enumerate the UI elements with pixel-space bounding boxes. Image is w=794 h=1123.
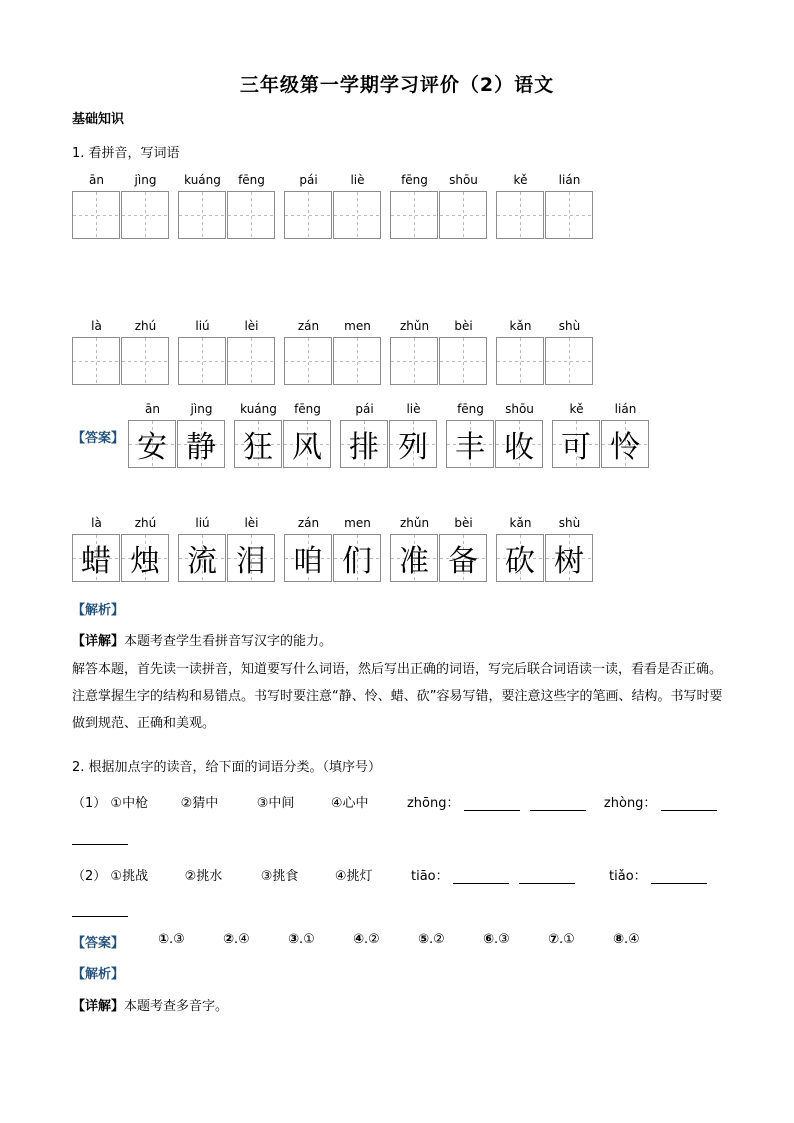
pinyin-syllable: kuáng <box>184 173 221 187</box>
answer-character-cell <box>340 420 388 468</box>
writing-grid-cell[interactable] <box>545 191 593 239</box>
pinyin-syllable: fēng <box>294 402 321 416</box>
q2-detail-tag: 【详解】 <box>72 999 125 1014</box>
q1-detail-line <box>72 630 332 649</box>
pinyin-label <box>128 402 226 418</box>
q2-answer-item <box>483 932 510 947</box>
pinyin-syllable: liú <box>195 516 210 530</box>
q2-sub1-line <box>72 792 732 811</box>
q2-sub2-label-a: tiāo： <box>410 869 449 884</box>
q2-answer-value: .② <box>429 932 445 947</box>
answer-character-cell <box>333 534 381 582</box>
pinyin-label <box>496 516 594 532</box>
pinyin-syllable: shōu <box>505 402 534 416</box>
writing-grid-cell[interactable] <box>439 191 487 239</box>
answer-character: 静 <box>186 430 216 465</box>
section-heading: 基础知识 <box>72 112 125 127</box>
q2-answer-value: .③ <box>494 932 510 947</box>
writing-grid-cell[interactable] <box>178 191 226 239</box>
q2-sub1-item: ②猜中 <box>180 796 219 811</box>
q2-answer-value: .② <box>364 932 380 947</box>
pinyin-label <box>390 319 488 335</box>
answer-character-cell <box>389 420 437 468</box>
pinyin-label <box>284 319 382 335</box>
q2-sub2-line <box>72 865 732 884</box>
writing-grid-cell[interactable] <box>496 337 544 385</box>
pinyin-label <box>178 516 276 532</box>
q2-sub1-label-a: zhōng： <box>406 796 460 811</box>
q2-answer-value: .④ <box>624 932 640 947</box>
answer-character: 安 <box>137 430 167 465</box>
writing-grid-cell[interactable] <box>390 191 438 239</box>
answer-character: 风 <box>292 430 322 465</box>
page-title: 三年级第一学期学习评价（2）语文 <box>239 74 555 96</box>
q2-answer-tag: 【答案】 <box>72 936 125 951</box>
pinyin-label <box>178 173 276 189</box>
pinyin-syllable: ān <box>145 402 160 416</box>
q2-answer-item <box>353 932 380 947</box>
pinyin-label <box>446 402 544 418</box>
q2-sub2-wrap-line <box>72 902 128 917</box>
pinyin-syllable: lèi <box>244 319 259 333</box>
q2-answer-item <box>288 932 315 947</box>
pinyin-syllable: là <box>91 319 102 333</box>
pinyin-syllable: men <box>344 319 371 333</box>
pinyin-label <box>496 319 594 335</box>
answer-character-cell <box>284 534 332 582</box>
writing-grid-cell[interactable] <box>333 191 381 239</box>
q2-sub2-blank-4[interactable] <box>72 902 128 917</box>
answer-character: 蜡 <box>81 544 111 579</box>
answer-character: 泪 <box>236 544 266 579</box>
pinyin-syllable: liè <box>350 173 365 187</box>
q2-answer-number: ⑥ <box>483 932 495 947</box>
writing-grid-cell[interactable] <box>390 337 438 385</box>
answer-character-cell <box>545 534 593 582</box>
q1-detail-text: 本题考查学生看拼音写汉字的能力。 <box>124 634 333 649</box>
q2-answer-item <box>418 932 445 947</box>
q1-analysis-tag: 【解析】 <box>72 603 125 618</box>
pinyin-syllable: fēng <box>401 173 428 187</box>
q2-analysis-tag: 【解析】 <box>72 967 125 982</box>
q2-sub1-number: （1） <box>72 796 107 811</box>
answer-character: 砍 <box>505 544 535 579</box>
answer-character: 准 <box>399 544 429 579</box>
q2-sub2-item: ④挑灯 <box>334 869 373 884</box>
answer-character-cell <box>178 534 226 582</box>
pinyin-syllable: kǎn <box>509 516 532 530</box>
answer-character-cell <box>496 534 544 582</box>
q2-answer-number: ① <box>158 932 170 947</box>
answer-character: 烛 <box>130 544 160 579</box>
pinyin-label <box>284 516 382 532</box>
q2-sub2-number: （2） <box>72 869 107 884</box>
answer-character-cell <box>390 534 438 582</box>
pinyin-syllable: pái <box>299 173 318 187</box>
pinyin-label <box>284 173 382 189</box>
pinyin-syllable: zán <box>297 516 320 530</box>
q2-detail-line <box>72 995 228 1014</box>
pinyin-syllable: shù <box>558 516 581 530</box>
pinyin-syllable: zhú <box>134 516 157 530</box>
q2-answer-number: ⑤ <box>418 932 430 947</box>
q2-sub1-wrap-line <box>72 830 128 845</box>
pinyin-syllable: bèi <box>454 319 473 333</box>
answer-character-cell <box>227 534 275 582</box>
pinyin-label <box>390 516 488 532</box>
writing-grid-cell[interactable] <box>545 337 593 385</box>
writing-grid-cell[interactable] <box>178 337 226 385</box>
answer-character: 备 <box>448 544 478 579</box>
writing-grid-cell[interactable] <box>227 337 275 385</box>
pinyin-label <box>496 173 594 189</box>
answer-character: 丰 <box>455 430 485 465</box>
answer-character-cell <box>495 420 543 468</box>
writing-grid-cell[interactable] <box>284 191 332 239</box>
q2-sub2-blank-2[interactable] <box>519 869 575 884</box>
answer-character: 咱 <box>293 544 323 579</box>
writing-grid-cell[interactable] <box>439 337 487 385</box>
pinyin-syllable: jìng <box>190 402 213 416</box>
pinyin-syllable: bèi <box>454 516 473 530</box>
answer-character: 可 <box>561 430 591 465</box>
pinyin-syllable: liè <box>406 402 421 416</box>
pinyin-syllable: lián <box>558 173 581 187</box>
q2-sub2-item: ①挑战 <box>110 869 149 884</box>
q2-answer-value: .① <box>559 932 575 947</box>
pinyin-label <box>340 402 438 418</box>
pinyin-label <box>390 173 488 189</box>
q1-explanation-paragraph: 解答本题，首先读一读拼音，知道要写什么词语，然后写出正确的词语，写完后联合词语读一读，看看是否正确。注意掌握生字的结构和易错点。书写时要注意“静、怜、蜡、砍”容易写错，要注意这些字的笔画、结构。书写时要做到规范、正确和美观。 <box>72 662 723 731</box>
pinyin-syllable: kǎn <box>509 319 532 333</box>
answer-character-cell <box>552 420 600 468</box>
writing-grid-cell[interactable] <box>121 191 169 239</box>
q2-sub2-label-b: tiǎo： <box>609 869 647 884</box>
pinyin-syllable: kě <box>569 402 584 416</box>
q2-sub1-item: ①中枪 <box>110 796 149 811</box>
writing-grid-cell[interactable] <box>333 337 381 385</box>
answer-character: 列 <box>398 430 428 465</box>
writing-grid-cell[interactable] <box>496 191 544 239</box>
q2-answer-number: ⑧ <box>613 932 625 947</box>
q2-answer-number: ④ <box>353 932 365 947</box>
q1-detail-tag: 【详解】 <box>72 634 125 649</box>
q2-answer-number: ③ <box>288 932 300 947</box>
writing-grid-cell[interactable] <box>284 337 332 385</box>
answer-character-cell <box>446 420 494 468</box>
pinyin-syllable: shōu <box>449 173 478 187</box>
q2-sub1-label-b: zhòng： <box>603 796 657 811</box>
answer-character-cell <box>283 420 331 468</box>
q2-sub1-blank-1[interactable] <box>464 796 520 811</box>
pinyin-label <box>72 319 170 335</box>
answer-character-cell <box>72 534 120 582</box>
q2-sub1-blank-3[interactable] <box>661 796 717 811</box>
answer-character: 怜 <box>610 430 640 465</box>
writing-grid-cell[interactable] <box>72 337 120 385</box>
q2-answer-value: .④ <box>234 932 250 947</box>
answer-character-cell <box>121 534 169 582</box>
pinyin-label <box>234 402 332 418</box>
pinyin-syllable: zhú <box>134 319 157 333</box>
answer-character: 狂 <box>243 430 273 465</box>
pinyin-syllable: fēng <box>457 402 484 416</box>
writing-grid-cell[interactable] <box>227 191 275 239</box>
pinyin-syllable: liú <box>195 319 210 333</box>
pinyin-syllable: là <box>91 516 102 530</box>
answer-character: 收 <box>504 430 534 465</box>
q2-sub1-item: ④心中 <box>330 796 369 811</box>
pinyin-syllable: kuáng <box>240 402 277 416</box>
q2-answer-number: ⑦ <box>548 932 560 947</box>
q1-prompt: 1. 看拼音，写词语 <box>72 146 180 161</box>
answer-character: 流 <box>187 544 217 579</box>
q2-sub2-blank-3[interactable] <box>651 869 707 884</box>
q2-answer-list <box>158 932 738 950</box>
pinyin-syllable: shù <box>558 319 581 333</box>
pinyin-syllable: zhǔn <box>399 319 430 333</box>
q2-sub1-item: ③中间 <box>256 796 295 811</box>
pinyin-label <box>552 402 650 418</box>
q2-sub1-blank-4[interactable] <box>72 830 128 845</box>
q2-answer-line <box>72 932 732 950</box>
answer-character-cell <box>128 420 176 468</box>
q2-answer-value: .① <box>299 932 315 947</box>
pinyin-syllable: ān <box>89 173 104 187</box>
answer-character-cell <box>601 420 649 468</box>
q2-answer-item <box>158 932 185 947</box>
pinyin-syllable: lián <box>614 402 637 416</box>
q2-sub1-blank-2[interactable] <box>530 796 586 811</box>
answer-character: 树 <box>554 544 584 579</box>
q2-answer-item <box>223 932 250 947</box>
answer-character-cell <box>439 534 487 582</box>
q2-answer-item <box>613 932 640 947</box>
pinyin-syllable: jìng <box>134 173 157 187</box>
q2-sub2-item: ②挑水 <box>184 869 223 884</box>
pinyin-syllable: pái <box>355 402 374 416</box>
q2-answer-number: ② <box>223 932 235 947</box>
pinyin-label <box>178 319 276 335</box>
pinyin-syllable: zán <box>297 319 320 333</box>
answer-character: 们 <box>342 544 372 579</box>
pinyin-syllable: kě <box>513 173 528 187</box>
q2-sub2-blank-1[interactable] <box>453 869 509 884</box>
q2-prompt: 2. 根据加点字的读音，给下面的词语分类。（填序号） <box>72 760 382 775</box>
pinyin-syllable: fēng <box>238 173 265 187</box>
pinyin-label <box>72 173 170 189</box>
writing-grid-cell[interactable] <box>121 337 169 385</box>
answer-character-cell <box>234 420 282 468</box>
answer-character-cell <box>177 420 225 468</box>
pinyin-syllable: men <box>344 516 371 530</box>
pinyin-syllable: zhǔn <box>399 516 430 530</box>
q2-sub2-item: ③挑食 <box>260 869 299 884</box>
q1-answer-tag: 【答案】 <box>72 431 125 446</box>
writing-grid-cell[interactable] <box>72 191 120 239</box>
pinyin-syllable: lèi <box>244 516 259 530</box>
q2-answer-value: .③ <box>169 932 185 947</box>
answer-character: 排 <box>349 430 379 465</box>
q2-detail-text: 本题考查多音字。 <box>124 999 229 1014</box>
pinyin-label <box>72 516 170 532</box>
q2-answer-item <box>548 932 575 947</box>
